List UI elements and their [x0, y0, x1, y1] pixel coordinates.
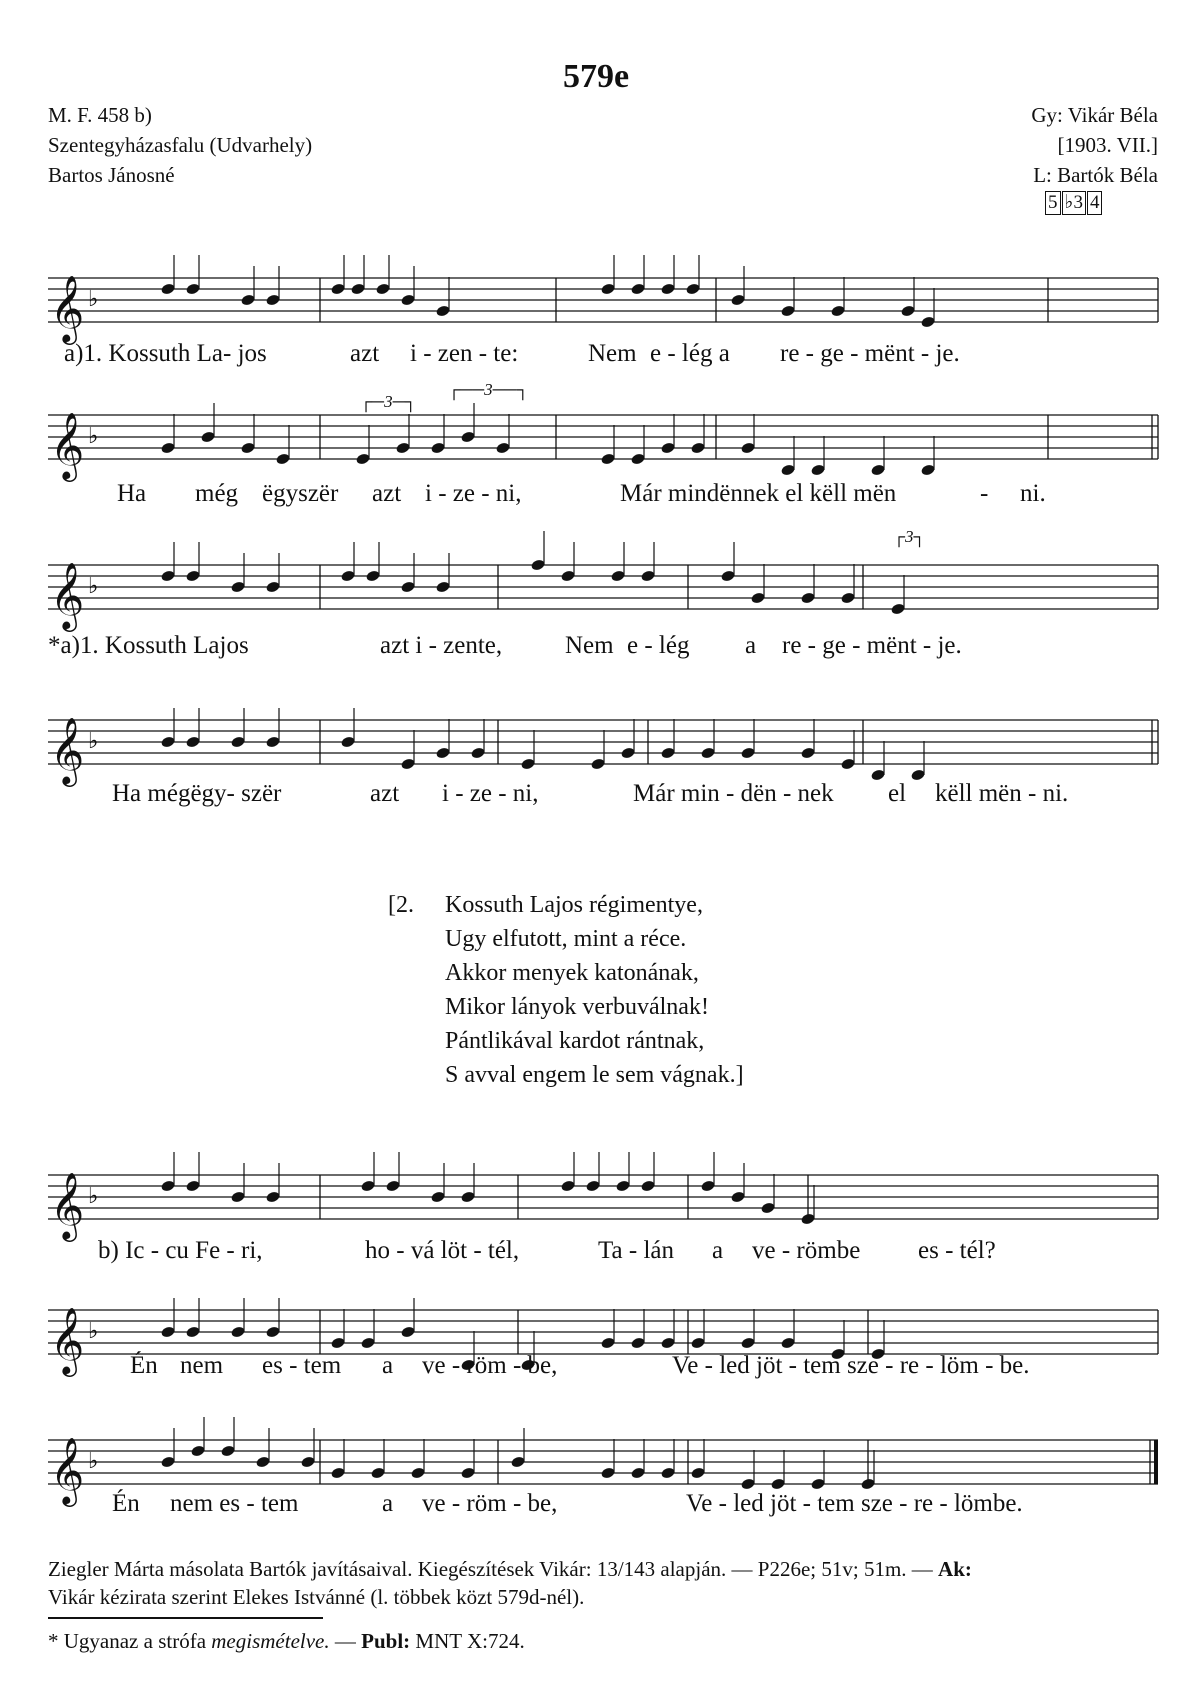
music-staff [48, 268, 1158, 342]
tuplet-mark: ┌──3──┐ [448, 380, 529, 399]
stanza-line: Mikor lányok verbuválnak! [445, 994, 709, 1020]
collector-info [1031, 100, 1158, 190]
lyric-syllables: Már mindënnek el këll mën [620, 480, 897, 507]
lyric-syllables: ni. [1020, 480, 1046, 507]
stanza-text [445, 888, 744, 1092]
svg-text:𝄞: 𝄞 [50, 1436, 85, 1504]
performer: Bartos Jánosné [48, 163, 175, 187]
source-note: Vikár kézirata szerint Elekes Istvánné (l. többek közt 579d-nél). [48, 1585, 585, 1609]
lyric-syllables: azt [350, 340, 380, 367]
lyric-syllables: nem es - tem [170, 1490, 299, 1517]
collector: Gy: Vikár Béla [1031, 103, 1158, 127]
lyric-syllables: Én [112, 1490, 140, 1517]
collection-id: M. F. 458 b) [48, 103, 152, 127]
lyric-syllables: azt i - zente, [380, 632, 503, 659]
svg-text:𝄞: 𝄞 [50, 561, 85, 629]
footnote-block [48, 1555, 972, 1611]
lyric-syllables: e - lég a [650, 340, 730, 367]
lyric-syllables: azt [370, 780, 400, 807]
lyric-syllables: Nem [588, 340, 637, 367]
lyric-syllables: këll mën - ni. [935, 780, 1069, 807]
lyric-syllables: a [382, 1352, 394, 1379]
lyric-syllables: ve - röm - be, [422, 1490, 558, 1517]
lyric-syllables: a [712, 1237, 724, 1264]
source-info [48, 100, 312, 190]
lyric-syllables: Már min - dën - nek [633, 780, 834, 807]
music-staff [48, 710, 1158, 784]
svg-text:♭: ♭ [88, 424, 99, 449]
svg-text:𝄞: 𝄞 [50, 411, 85, 479]
lyric-syllables: még [195, 480, 239, 507]
lyric-syllables: e - lég [627, 632, 690, 659]
song-number: 579e [563, 58, 630, 95]
lyric-syllables: es - tél? [918, 1237, 996, 1264]
svg-text:♭: ♭ [88, 287, 99, 312]
lyric-syllables: nem [180, 1352, 224, 1379]
date: [1903. VII.] [1057, 133, 1158, 157]
lyric-syllables: b) Ic - cu Fe - ri, [98, 1237, 263, 1264]
svg-text:𝄞: 𝄞 [50, 716, 85, 784]
source-note: Ziegler Márta másolata Bartók javításaival. Kiegészítések Vikár: 13/143 alapján. — P226e; 51v; 51m. — Ak: [48, 1557, 972, 1581]
lyric-syllables: *a)1. Kossuth Lajos [48, 632, 249, 659]
footnote: * Ugyanaz a strófa megismételve. — Publ: MNT X:724. [48, 1629, 525, 1653]
stanza-line: S avval engem le sem vágnak.] [445, 1062, 744, 1088]
svg-text:𝄞: 𝄞 [50, 274, 85, 342]
lyric-syllables: re - ge - mënt - je. [782, 632, 962, 659]
lyric-syllables: re - ge - mënt - je. [780, 340, 960, 367]
transcriber: L: Bartók Béla [1033, 163, 1158, 187]
svg-text:♭: ♭ [88, 729, 99, 754]
footnote-divider [48, 1617, 323, 1619]
lyric-syllables: - [980, 480, 989, 507]
stanza-line: Ugy elfutott, mint a réce. [445, 926, 687, 952]
lyric-syllables: Ve - led jöt - tem sze - re - löm - be. [672, 1352, 1030, 1379]
lyric-syllables: Ve - led jöt - tem sze - re - lömbe. [686, 1490, 1023, 1517]
lyric-syllables: i - zen - te: [410, 340, 519, 367]
stanza-line: Akkor menyek katonának, [445, 960, 699, 986]
svg-text:♭: ♭ [88, 1319, 99, 1344]
svg-text:𝄞: 𝄞 [50, 1306, 85, 1374]
lyric-syllables: azt [372, 480, 402, 507]
lyric-syllables: ho - vá löt - tél, [365, 1237, 520, 1264]
lyric-syllables: ve - röm - be, [422, 1352, 558, 1379]
lyric-syllables: ve - römbe [752, 1237, 861, 1264]
lyric-syllables: i - ze - ni, [425, 480, 522, 507]
stanza-line: Kossuth Lajos régimentye, [445, 892, 703, 918]
stanza-number: [2. [388, 892, 414, 918]
tuplet-mark: ┌3┐ [893, 527, 926, 546]
music-staff [48, 405, 1158, 479]
stanza-line: Pántlikával kardot rántnak, [445, 1028, 705, 1054]
lyric-syllables: es - tem [262, 1352, 342, 1379]
tonal-box: ♭3 [1062, 191, 1086, 215]
lyric-syllables: i - ze - ni, [442, 780, 539, 807]
music-staff [48, 1165, 1158, 1239]
music-staff [48, 555, 1158, 629]
svg-text:♭: ♭ [88, 1184, 99, 1209]
svg-text:♭: ♭ [88, 574, 99, 599]
lyric-syllables: Nem [565, 632, 614, 659]
lyric-syllables: Ha mégëgy- szër [112, 780, 282, 807]
svg-text:♭: ♭ [88, 1449, 99, 1474]
tonal-box: 4 [1087, 191, 1103, 215]
lyric-syllables: Én [130, 1352, 158, 1379]
lyric-syllables: ëgyszër [262, 480, 339, 507]
lyric-syllables: el [888, 780, 907, 807]
lyric-syllables: Ta - lán [598, 1237, 674, 1264]
lyric-syllables: a [745, 632, 757, 659]
lyric-syllables: a)1. Kossuth La- jos [64, 340, 267, 367]
lyric-syllables: a [382, 1490, 394, 1517]
location: Szentegyházasfalu (Udvarhely) [48, 133, 313, 157]
tonal-structure [1045, 191, 1102, 215]
lyric-syllables: Ha [117, 480, 147, 507]
svg-text:𝄞: 𝄞 [50, 1171, 85, 1239]
tonal-box: 5 [1045, 191, 1061, 215]
tuplet-mark: ┌─3─┐ [360, 392, 417, 411]
